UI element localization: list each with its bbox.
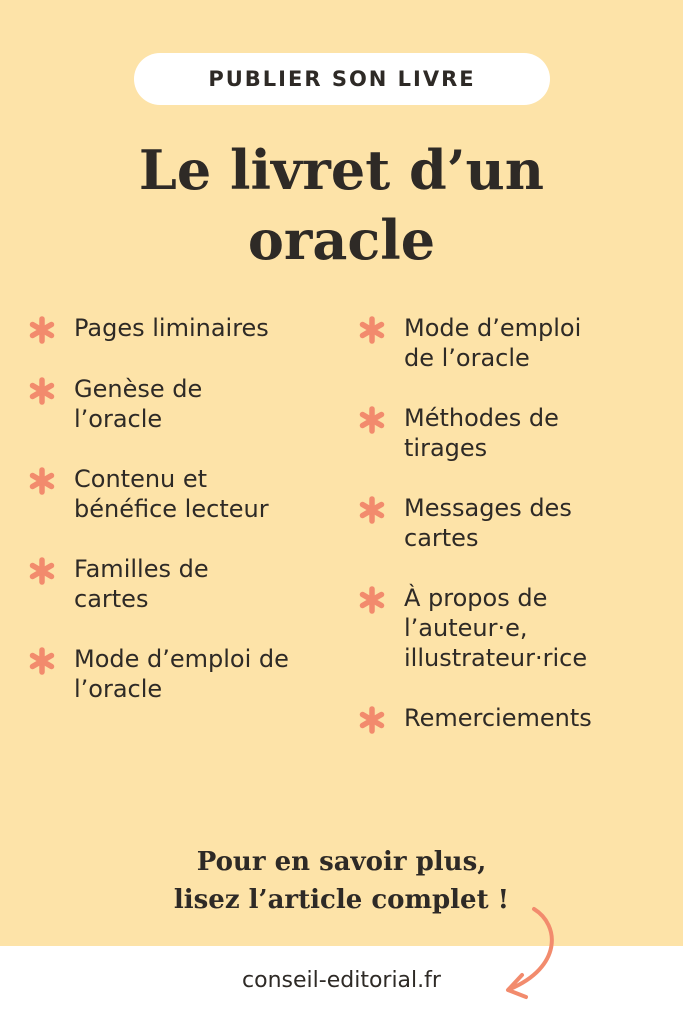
list-item-line: Remerciements (404, 704, 592, 732)
list-item (358, 493, 658, 553)
list-item-line: l’oracle (74, 675, 163, 703)
curved-arrow-icon (492, 905, 572, 1005)
list-item-line: Messages des (404, 494, 572, 522)
category-badge (134, 53, 550, 105)
list-item (358, 403, 658, 463)
list-item (28, 313, 338, 344)
title-line-1: Le livret d’un (138, 138, 545, 202)
asterisk-flower-icon (28, 377, 56, 405)
list-item (358, 583, 658, 673)
asterisk-flower-icon (28, 316, 56, 344)
asterisk-flower-icon (358, 586, 386, 614)
list-item-line: Pages liminaires (74, 314, 269, 342)
list-item (28, 374, 338, 434)
category-badge-label: PUBLIER SON LIVRE (208, 67, 476, 91)
cta-line-1: Pour en savoir plus, (196, 847, 487, 877)
list-item-line: Mode d’emploi (404, 314, 582, 342)
asterisk-flower-icon (28, 557, 56, 585)
list-item (28, 464, 338, 524)
right-list (358, 313, 658, 764)
page-title (0, 135, 683, 275)
asterisk-flower-icon (28, 467, 56, 495)
call-to-action (0, 843, 683, 919)
asterisk-flower-icon (358, 406, 386, 434)
list-item-line: Genèse de (74, 375, 203, 403)
website-link[interactable]: conseil-editorial.fr (242, 968, 441, 993)
list-item-line: cartes (404, 524, 479, 552)
cta-line-2: lisez l’article complet ! (173, 885, 510, 915)
asterisk-flower-icon (358, 316, 386, 344)
list-item-line: tirages (404, 434, 488, 462)
asterisk-flower-icon (358, 706, 386, 734)
list-item (358, 313, 658, 373)
footer-bar (0, 946, 683, 1024)
list-item-line: À propos de (404, 584, 548, 612)
list-item-line: illustrateur·rice (404, 644, 588, 672)
list-item-line: Contenu et (74, 465, 208, 493)
list-item-line: l’auteur·e, (404, 614, 528, 642)
list-item-line: cartes (74, 585, 149, 613)
left-list (28, 313, 338, 734)
asterisk-flower-icon (28, 647, 56, 675)
list-item-line: Mode d’emploi de (74, 645, 289, 673)
asterisk-flower-icon (358, 496, 386, 524)
list-item-line: de l’oracle (404, 344, 530, 372)
list-item (358, 703, 658, 734)
title-line-2: oracle (247, 208, 436, 272)
list-item-line: l’oracle (74, 405, 163, 433)
list-item (28, 644, 338, 704)
list-item-line: Méthodes de (404, 404, 559, 432)
list-item (28, 554, 338, 614)
list-item-line: bénéfice lecteur (74, 495, 269, 523)
list-item-line: Familles de (74, 555, 209, 583)
